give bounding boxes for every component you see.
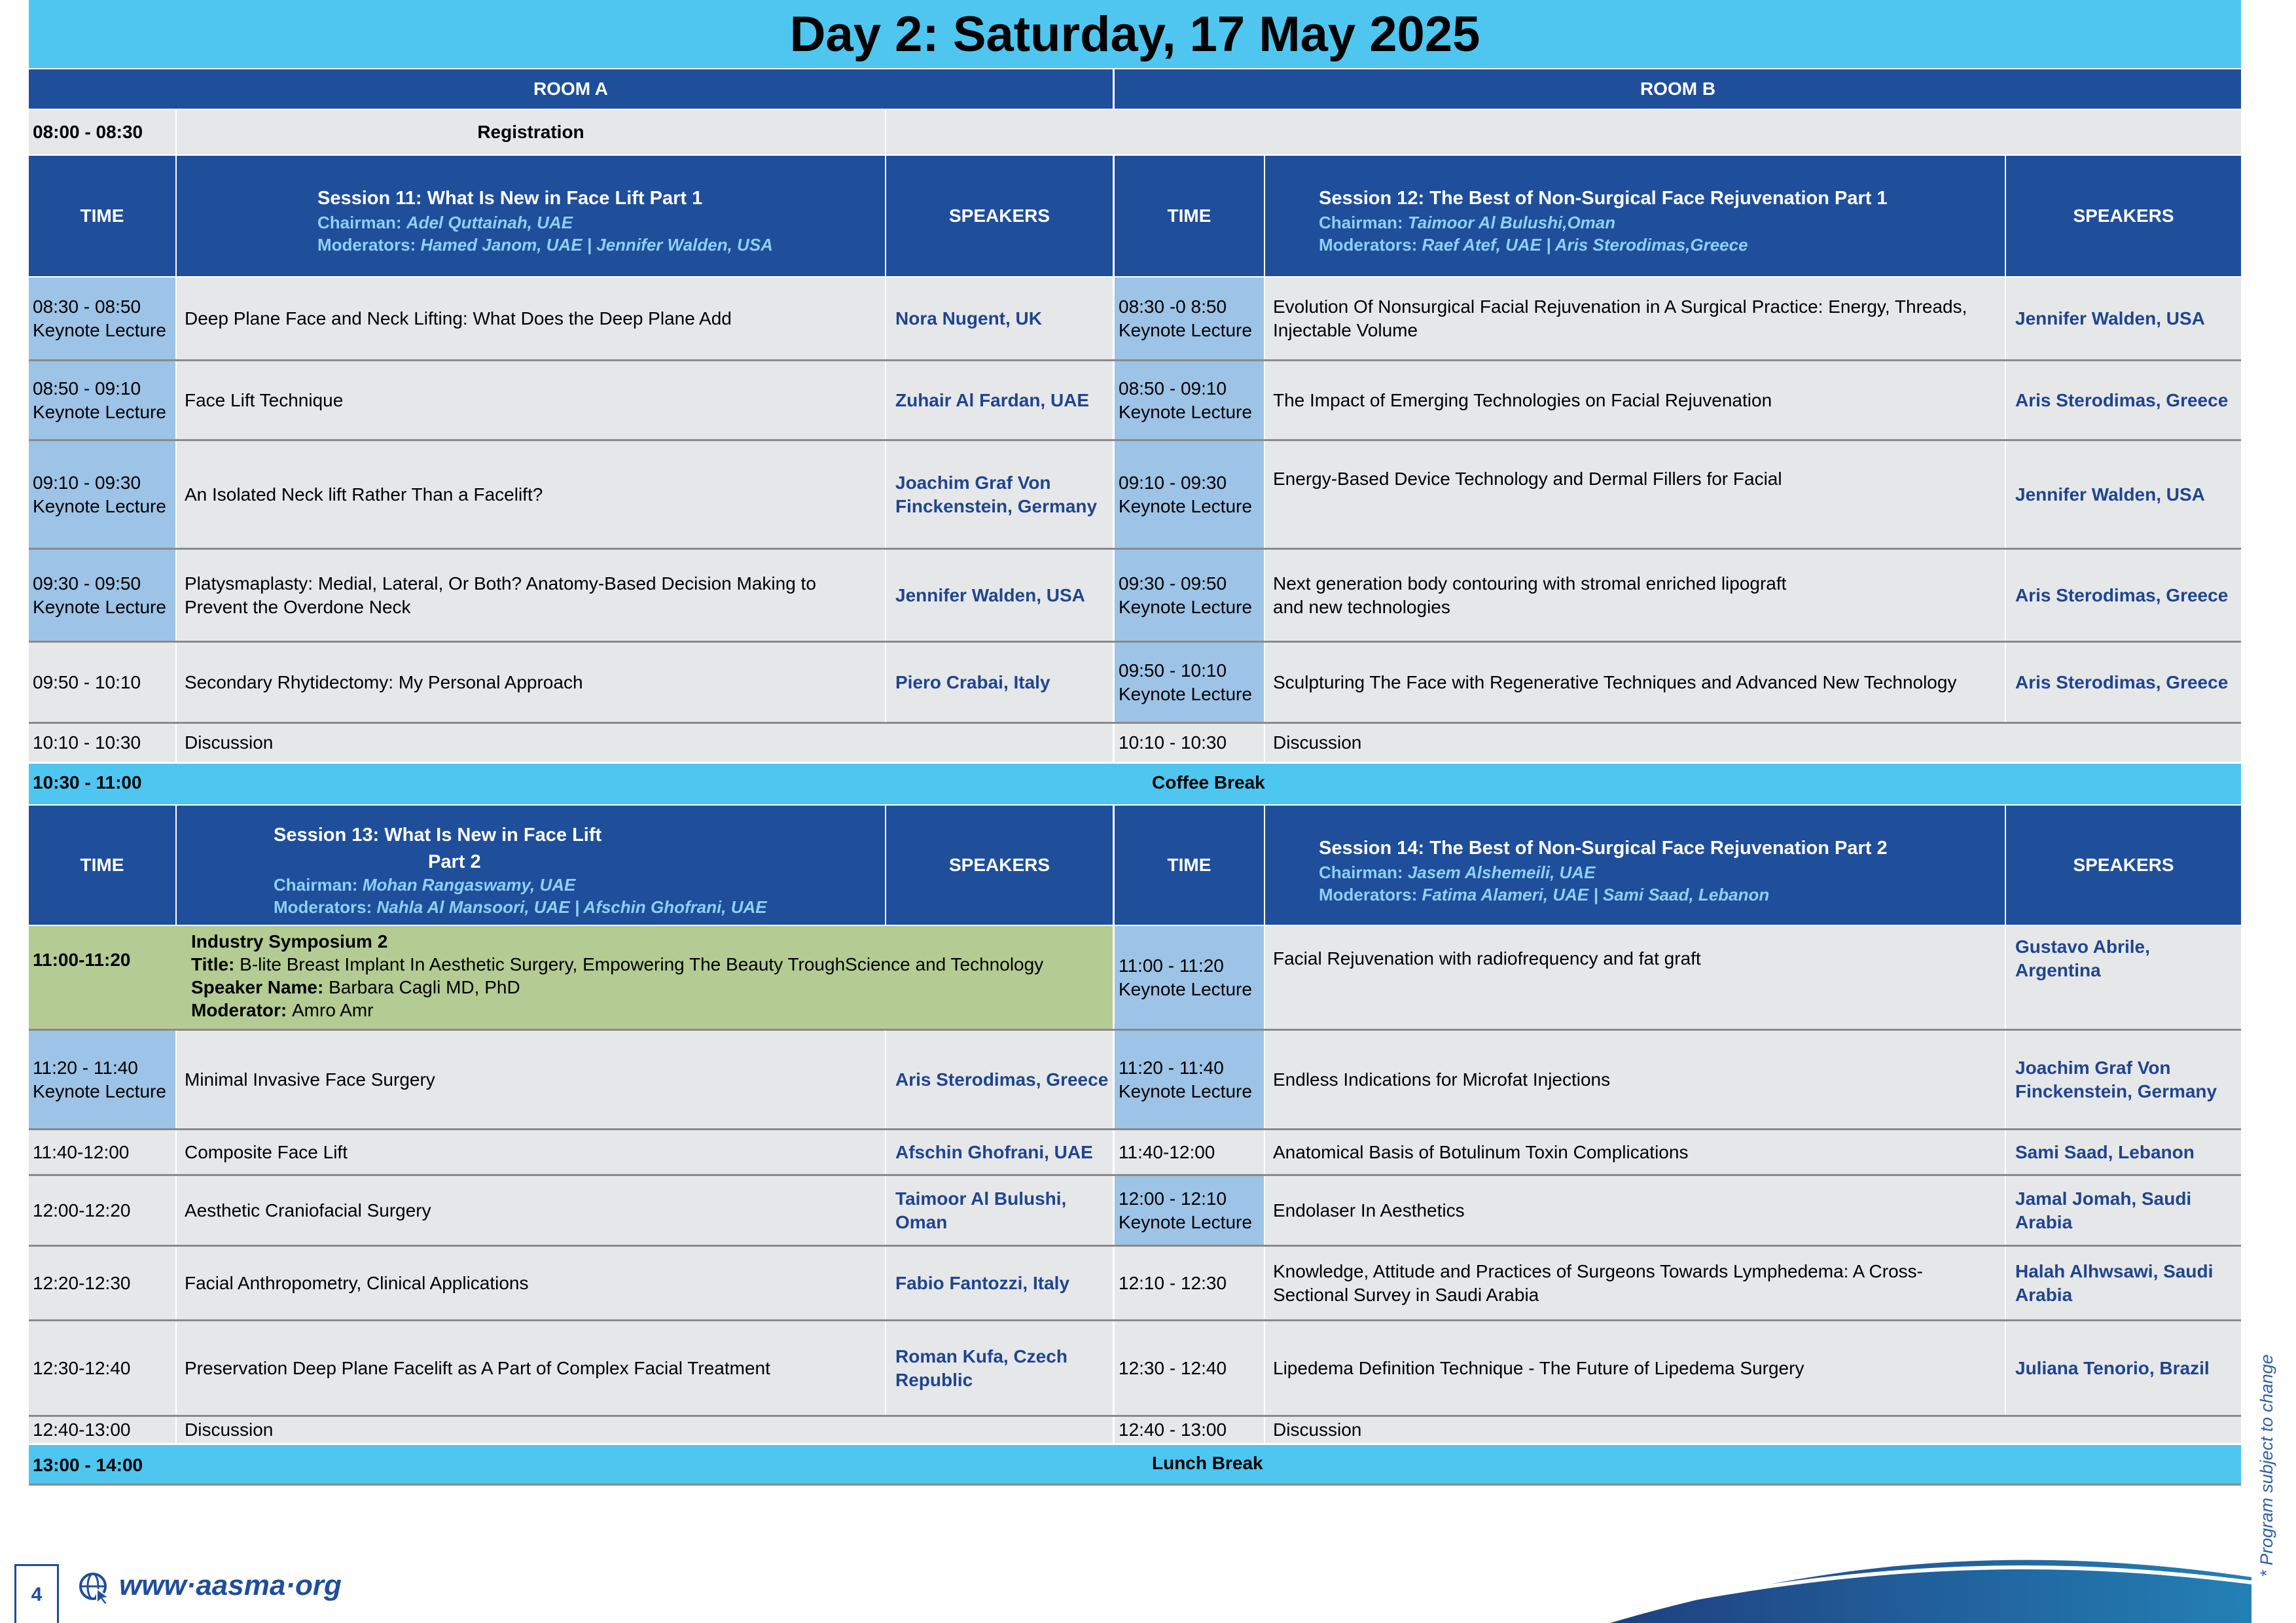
row-divider <box>29 1128 2241 1130</box>
session-14-moderators: Fatima Alameri, UAE | Sami Saad, Lebanon <box>1422 885 1770 904</box>
a4-title: Platysmaplasty: Medial, Lateral, Or Both? Anatomy-Based Decision Making to Prevent the Overdone Neck <box>177 550 885 641</box>
title-banner <box>29 0 2241 68</box>
b12-title: Lipedema Definition Technique - The Future of Lipedema Surgery <box>1265 1321 2005 1416</box>
b11-speaker: Halah Alhwsawi, Saudi Arabia <box>2006 1247 2241 1320</box>
program-note: * Program subject to change <box>2257 1354 2276 1577</box>
b10-time: 12:00 - 12:10 Keynote Lecture <box>1115 1176 1264 1245</box>
session-11-moderators: Hamed Janom, UAE | Jennifer Walden, USA <box>420 235 773 255</box>
b8-time: 11:20 - 11:40 Keynote Lecture <box>1115 1031 1264 1129</box>
registration-label: Registration <box>177 110 885 154</box>
a8-time: 11:40-12:00 <box>29 1130 175 1175</box>
row-divider <box>29 359 2241 361</box>
a5-time: 09:50 - 10:10 <box>29 643 175 722</box>
session-14-chairman: Jasem Alshemeili, UAE <box>1407 863 1596 882</box>
b5-title: Sculpturing The Face with Regenerative Techniques and Advanced New Technology <box>1265 643 2005 722</box>
session-13-title: Session 13: What Is New in Face Lift <box>274 825 602 846</box>
b1-title: Evolution Of Nonsurgical Facial Rejuvenation in A Surgical Practice: Energy, Threads, Injectable Volume <box>1265 277 2005 360</box>
globe-cursor-icon <box>77 1571 113 1606</box>
a3-time: 09:10 - 09:30 Keynote Lecture <box>29 441 175 548</box>
b3-title: Energy-Based Device Technology and Dermal Fillers for Facial <box>1265 441 2005 548</box>
session-12-moderators: Raef Atef, UAE | Aris Sterodimas,Greece <box>1422 235 1748 255</box>
b3-time: 09:10 - 09:30 Keynote Lecture <box>1115 441 1264 548</box>
header-time-a2: TIME <box>29 806 175 925</box>
b13-time: 12:40 - 13:00 <box>1115 1417 1264 1443</box>
a11-speaker: Roman Kufa, Czech Republic <box>886 1321 1113 1416</box>
header-speakers-b2: SPEAKERS <box>2006 806 2241 925</box>
a9-time: 12:00-12:20 <box>29 1176 175 1245</box>
header-speakers-b1: SPEAKERS <box>2006 156 2241 276</box>
b9-time: 11:40-12:00 <box>1115 1130 1264 1175</box>
a5-title: Secondary Rhytidectomy: My Personal Approach <box>177 643 885 722</box>
website-link[interactable]: www·aasma·org <box>119 1569 342 1601</box>
a4-time: 09:30 - 09:50 Keynote Lecture <box>29 550 175 641</box>
b11-time: 12:10 - 12:30 <box>1115 1247 1264 1320</box>
b4-title: Next generation body contouring with stromal enriched lipograft and new technologies <box>1265 550 2005 641</box>
session-13-moderators: Nahla Al Mansoori, UAE | Afschin Ghofrani, UAE <box>376 897 767 917</box>
a10-time: 12:20-12:30 <box>29 1247 175 1320</box>
row-divider <box>29 548 2241 550</box>
b5-speaker: Aris Sterodimas, Greece <box>2006 643 2241 722</box>
a6-title: Discussion <box>177 724 1113 762</box>
a1-time: 08:30 - 08:50 Keynote Lecture <box>29 277 175 360</box>
header-time-b1: TIME <box>1115 156 1264 276</box>
a2-time: 08:50 - 09:10 Keynote Lecture <box>29 361 175 440</box>
symposium-time: 11:00-11:20 <box>33 950 131 970</box>
a9-title: Aesthetic Craniofacial Surgery <box>177 1176 885 1245</box>
a3-speaker: Joachim Graf Von Finckenstein, Germany <box>886 441 1113 548</box>
a4-speaker: Jennifer Walden, USA <box>886 550 1113 641</box>
a7-time: 11:20 - 11:40 Keynote Lecture <box>29 1031 175 1129</box>
row-divider <box>29 1029 2241 1031</box>
row-divider <box>29 1319 2241 1321</box>
row-divider <box>29 1174 2241 1176</box>
b2-speaker: Aris Sterodimas, Greece <box>2006 361 2241 440</box>
a12-title: Discussion <box>177 1417 1113 1443</box>
symposium-speaker: Barbara Cagli MD, PhD <box>329 977 520 997</box>
a11-title: Preservation Deep Plane Facelift as A Part of Complex Facial Treatment <box>177 1321 885 1416</box>
b7-title: Facial Rejuvenation with radiofrequency and fat graft <box>1265 926 2005 1029</box>
session-13-chairman: Mohan Rangaswamy, UAE <box>362 875 576 895</box>
b9-title: Anatomical Basis of Botulinum Toxin Complications <box>1265 1130 2005 1175</box>
header-time-b2: TIME <box>1115 806 1264 925</box>
lunch-break-bar <box>29 1445 2241 1486</box>
coffee-break-label: Coffee Break <box>1152 772 1265 793</box>
registration-time: 08:00 - 08:30 <box>29 110 175 154</box>
session-12-title: Session 12: The Best of Non-Surgical Face Rejuvenation Part 1 <box>1319 188 1888 209</box>
a1-speaker: Nora Nugent, UK <box>886 277 1113 360</box>
row-divider <box>29 1415 2241 1417</box>
session-13-header: Session 13: What Is New in Face Lift Part 2 Chairman: Mohan Rangaswamy, UAE Moderators: Nahla Al Mansoori, UAE | Afschin Ghofrani, UAE <box>177 806 885 925</box>
session-14-header: Session 14: The Best of Non-Surgical Face Rejuvenation Part 2 Chairman: Jasem Alshemeili, UAE Moderators: Fatima Alameri, UAE | Sami Saad, Lebanon <box>1265 806 2005 925</box>
b5-time: 09:50 - 10:10 Keynote Lecture <box>1115 643 1264 722</box>
page-title: Day 2: Saturday, 17 May 2025 <box>789 6 1480 62</box>
b7-speaker: Gustavo Abrile, Argentina <box>2006 926 2241 1029</box>
industry-symposium: 11:00-11:20 Industry Symposium 2 Title: B-lite Breast Implant In Aesthetic Surgery, Empowering The Beauty TroughScience and Technology Speaker Name: Barbara Cagli MD, PhD Moderator: Amro Amr <box>29 926 1113 1029</box>
b12-time: 12:30 - 12:40 <box>1115 1321 1264 1416</box>
a8-title: Composite Face Lift <box>177 1130 885 1175</box>
symposium-moderator: Amro Amr <box>292 1000 374 1020</box>
b11-title: Knowledge, Attitude and Practices of Surgeons Towards Lymphedema: A Cross- Sectional Survey in Saudi Arabia <box>1265 1247 2005 1320</box>
b2-time: 08:50 - 09:10 Keynote Lecture <box>1115 361 1264 440</box>
room-b-header: ROOM B <box>1115 69 2241 109</box>
lunch-break-label: Lunch Break <box>1152 1453 1263 1473</box>
b7-time: 11:00 - 11:20 Keynote Lecture <box>1115 926 1264 1029</box>
a11-time: 12:30-12:40 <box>29 1321 175 1416</box>
a12-time: 12:40-13:00 <box>29 1417 175 1443</box>
session-14-title: Session 14: The Best of Non-Surgical Face Rejuvenation Part 2 <box>1319 838 1888 859</box>
a9-speaker: Taimoor Al Bulushi, Oman <box>886 1176 1113 1245</box>
lunch-break-time: 13:00 - 14:00 <box>33 1455 143 1475</box>
b10-speaker: Jamal Jomah, Saudi Arabia <box>2006 1176 2241 1245</box>
a5-speaker: Piero Crabai, Italy <box>886 643 1113 722</box>
b3-speaker: Jennifer Walden, USA <box>2006 441 2241 548</box>
a6-time: 10:10 - 10:30 <box>29 724 175 762</box>
session-11-title: Session 11: What Is New in Face Lift Part 1 <box>317 188 703 209</box>
a8-speaker: Afschin Ghofrani, UAE <box>886 1130 1113 1175</box>
session-11-header: Session 11: What Is New in Face Lift Part 1 Chairman: Adel Quttainah, UAE Moderators: Hamed Janom, UAE | Jennifer Walden, USA <box>177 156 885 276</box>
room-a-header: ROOM A <box>29 69 1113 109</box>
b10-title: Endolaser In Aesthetics <box>1265 1176 2005 1245</box>
b12-speaker: Juliana Tenorio, Brazil <box>2006 1321 2241 1416</box>
a2-speaker: Zuhair Al Fardan, UAE <box>886 361 1113 440</box>
b1-speaker: Jennifer Walden, USA <box>2006 277 2241 360</box>
b4-time: 09:30 - 09:50 Keynote Lecture <box>1115 550 1264 641</box>
b6-title: Discussion <box>1265 724 2241 762</box>
b8-title: Endless Indications for Microfat Injections <box>1265 1031 2005 1129</box>
session-12-chairman: Taimoor Al Bulushi,Oman <box>1407 213 1616 232</box>
b1-time: 08:30 -0 8:50 Keynote Lecture <box>1115 277 1264 360</box>
header-time-a1: TIME <box>29 156 175 276</box>
symposium-name: Industry Symposium 2 <box>191 931 388 952</box>
session-11-chairman: Adel Quttainah, UAE <box>406 213 573 232</box>
header-speakers-a2: SPEAKERS <box>886 806 1113 925</box>
row-divider <box>29 641 2241 643</box>
b2-title: The Impact of Emerging Technologies on Facial Rejuvenation <box>1265 361 2005 440</box>
a7-speaker: Aris Sterodimas, Greece <box>886 1031 1113 1129</box>
session-12-header: Session 12: The Best of Non-Surgical Face Rejuvenation Part 1 Chairman: Taimoor Al Bulushi,Oman Moderators: Raef Atef, UAE | Aris Sterodimas,Greece <box>1265 156 2005 276</box>
row-divider <box>29 439 2241 441</box>
a10-speaker: Fabio Fantozzi, Italy <box>886 1247 1113 1320</box>
b9-speaker: Sami Saad, Lebanon <box>2006 1130 2241 1175</box>
page-number-box <box>14 1564 59 1623</box>
registration-empty <box>886 110 2241 154</box>
row-divider <box>29 1245 2241 1247</box>
a1-title: Deep Plane Face and Neck Lifting: What Does the Deep Plane Add <box>177 277 885 360</box>
a3-title: An Isolated Neck lift Rather Than a Facelift? <box>177 441 885 548</box>
coffee-break-bar <box>29 764 2241 804</box>
b6-time: 10:10 - 10:30 <box>1115 724 1264 762</box>
a10-title: Facial Anthropometry, Clinical Applications <box>177 1247 885 1320</box>
a7-title: Minimal Invasive Face Surgery <box>177 1031 885 1129</box>
a2-title: Face Lift Technique <box>177 361 885 440</box>
footer-wave-decoration <box>1571 1505 2296 1623</box>
b8-speaker: Joachim Graf Von Finckenstein, Germany <box>2006 1031 2241 1129</box>
b13-title: Discussion <box>1265 1417 2241 1443</box>
page-number: 4 <box>31 1583 43 1605</box>
b4-speaker: Aris Sterodimas, Greece <box>2006 550 2241 641</box>
symposium-title: B-lite Breast Implant In Aesthetic Surgery, Empowering The Beauty TroughScience and Technology <box>240 954 1044 974</box>
coffee-break-time: 10:30 - 11:00 <box>33 772 142 793</box>
header-speakers-a1: SPEAKERS <box>886 156 1113 276</box>
row-divider <box>29 722 2241 724</box>
